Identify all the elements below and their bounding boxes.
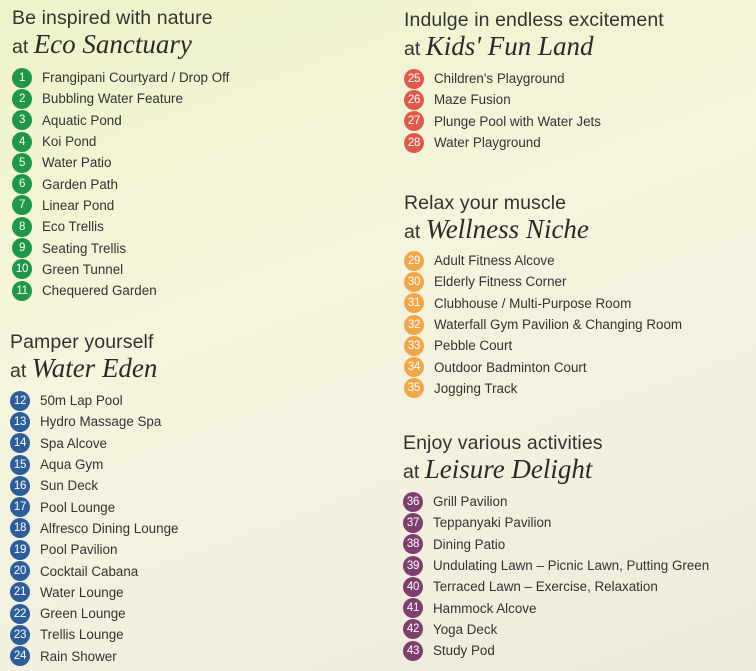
facility-item [10,539,178,560]
facility-item [12,195,229,216]
section-heading: Indulge in endless excitement [404,9,664,31]
facility-number-badge: 2 [12,89,32,109]
facility-label: Hammock Alcove [433,600,537,616]
section-venue-line [404,31,664,64]
facility-label: Teppanyaki Pavilion [433,515,552,531]
facility-number-badge: 36 [403,492,423,512]
facility-item [404,250,682,271]
facility-label: Study Pod [433,643,495,659]
facility-label: Aqua Gym [40,457,104,473]
facility-item [404,293,682,314]
section-eco-sanctuary [12,7,229,301]
facility-number-badge: 5 [12,153,32,173]
section-heading: Relax your muscle [404,192,567,214]
facility-label: Cocktail Cabana [40,563,139,579]
venue-prefix: at [403,461,420,483]
facility-label: Undulating Lawn – Picnic Lawn, Putting Green [433,558,710,574]
venue-name: Wellness Niche [425,214,589,244]
facility-item [12,110,229,131]
facility-list [404,250,682,399]
facility-label: Hydro Massage Spa [40,414,162,430]
facility-number-badge: 4 [12,132,32,152]
facility-item [404,132,664,153]
facility-item [12,131,229,152]
facility-number-badge: 25 [404,69,424,89]
facility-item [404,68,664,89]
facility-label: Chequered Garden [42,283,157,299]
facility-item [10,475,178,496]
facility-label: Yoga Deck [433,621,498,637]
facility-number-badge: 41 [403,598,423,618]
section-venue-line [12,29,229,62]
facility-number-badge: 32 [404,315,424,335]
venue-name: Leisure Delight [424,454,593,484]
facility-label: Dining Patio [433,536,506,552]
facility-item [404,111,664,132]
facility-item [12,152,229,173]
facility-number-badge: 22 [10,604,30,624]
facility-item [10,518,178,539]
facility-item [10,496,178,517]
facility-item [403,555,709,576]
facility-item [12,280,229,301]
facility-label: Bubbling Water Feature [42,91,183,107]
facility-label: Elderly Fitness Corner [434,274,567,290]
facility-item [10,624,178,645]
facility-number-badge: 18 [10,518,30,538]
facility-item [12,259,229,280]
facility-number-badge: 24 [10,646,30,666]
facility-item [10,433,178,454]
facility-number-badge: 11 [12,281,32,301]
facility-number-badge: 10 [12,259,32,279]
facility-item [10,390,178,411]
facility-number-badge: 14 [10,433,30,453]
section-heading: Pamper yourself [10,331,154,353]
facility-number-badge: 37 [403,513,423,533]
facility-list [404,68,664,153]
venue-name: Kids' Fun Land [425,31,594,61]
venue-name: Water Eden [31,353,158,383]
section-venue-line [404,214,682,247]
facility-label: Rain Shower [40,648,117,664]
facility-item [403,640,709,661]
facility-label: Pebble Court [434,338,513,354]
section-venue-line [403,454,709,487]
facility-number-badge: 8 [12,217,32,237]
facility-item [404,314,682,335]
facility-item [10,603,178,624]
facility-number-badge: 31 [404,293,424,313]
facility-item [403,576,709,597]
facility-number-badge: 30 [404,272,424,292]
facility-label: Seating Trellis [42,240,127,256]
facility-label: Trellis Lounge [40,627,124,643]
facility-item [404,335,682,356]
facility-label: Spa Alcove [40,435,107,451]
facility-item [403,619,709,640]
facility-number-badge: 9 [12,238,32,258]
facility-label: Jogging Track [434,380,518,396]
facility-label: Children's Playground [434,71,565,87]
facility-list [12,67,229,301]
facility-item [12,237,229,258]
facility-number-badge: 29 [404,251,424,271]
facility-label: Terraced Lawn – Exercise, Relaxation [433,579,658,595]
facility-number-badge: 20 [10,561,30,581]
facility-number-badge: 3 [12,110,32,130]
facility-label: Sun Deck [40,478,99,494]
facility-number-badge: 35 [404,378,424,398]
facility-item [10,646,178,667]
facility-number-badge: 16 [10,476,30,496]
facility-item [404,378,682,399]
facility-label: Pool Lounge [40,499,116,515]
venue-prefix: at [404,38,421,60]
facility-label: Aquatic Pond [42,112,122,128]
section-kids-fun-land [404,9,664,153]
facility-label: Water Lounge [40,584,124,600]
facility-list [403,491,709,661]
facility-label: Water Patio [42,155,112,171]
facility-item [403,534,709,555]
facility-item [10,582,178,603]
facility-number-badge: 6 [12,174,32,194]
facility-label: Pool Pavilion [40,542,118,558]
facility-number-badge: 13 [10,412,30,432]
facility-item [403,491,709,512]
facility-label: Clubhouse / Multi-Purpose Room [434,295,632,311]
facility-label: Eco Trellis [42,219,104,235]
facility-number-badge: 27 [404,111,424,131]
section-water-eden [10,331,178,667]
facility-number-badge: 23 [10,625,30,645]
facility-number-badge: 17 [10,497,30,517]
facility-label: Green Tunnel [42,261,124,277]
facility-number-badge: 21 [10,582,30,602]
facility-item [10,411,178,432]
section-venue-line [10,353,178,386]
facility-number-badge: 15 [10,455,30,475]
section-leisure-delight [403,432,709,661]
facility-label: Alfresco Dining Lounge [40,520,179,536]
facility-number-badge: 33 [404,336,424,356]
facility-item [403,512,709,533]
facility-label: Green Lounge [40,606,126,622]
facility-item [404,271,682,292]
facility-item [10,454,178,475]
facility-number-badge: 28 [404,133,424,153]
facility-number-badge: 34 [404,357,424,377]
facility-number-badge: 42 [403,619,423,639]
section-heading: Enjoy various activities [403,432,603,454]
venue-prefix: at [404,221,421,243]
facility-label: 50m Lap Pool [40,393,123,409]
facility-number-badge: 7 [12,195,32,215]
facility-label: Waterfall Gym Pavilion & Changing Room [434,317,683,333]
facility-label: Koi Pond [42,134,97,150]
facility-item [12,88,229,109]
facility-item [12,67,229,88]
facility-number-badge: 43 [403,641,423,661]
facility-label: Linear Pond [42,197,115,213]
facility-label: Plunge Pool with Water Jets [434,113,601,129]
facility-number-badge: 19 [10,540,30,560]
facility-number-badge: 1 [12,68,32,88]
facility-number-badge: 38 [403,534,423,554]
venue-prefix: at [12,36,29,58]
facility-label: Grill Pavilion [433,494,508,510]
facility-item [404,89,664,110]
facility-label: Adult Fitness Alcove [434,253,555,269]
section-heading: Be inspired with nature [12,7,213,29]
venue-name: Eco Sanctuary [33,29,192,59]
section-wellness-niche [404,192,682,399]
facility-label: Garden Path [42,176,118,192]
facility-label: Outdoor Badminton Court [434,359,587,375]
facility-item [403,597,709,618]
facility-list [10,390,178,667]
facility-label: Water Playground [434,135,541,151]
facility-number-badge: 26 [404,90,424,110]
facility-number-badge: 40 [403,577,423,597]
facility-number-badge: 39 [403,556,423,576]
facility-label: Frangipani Courtyard / Drop Off [42,70,230,86]
facility-item [12,216,229,237]
facility-item [10,560,178,581]
venue-prefix: at [10,360,27,382]
facility-number-badge: 12 [10,391,30,411]
facility-item [12,173,229,194]
facility-label: Maze Fusion [434,92,511,108]
facility-item [404,356,682,377]
